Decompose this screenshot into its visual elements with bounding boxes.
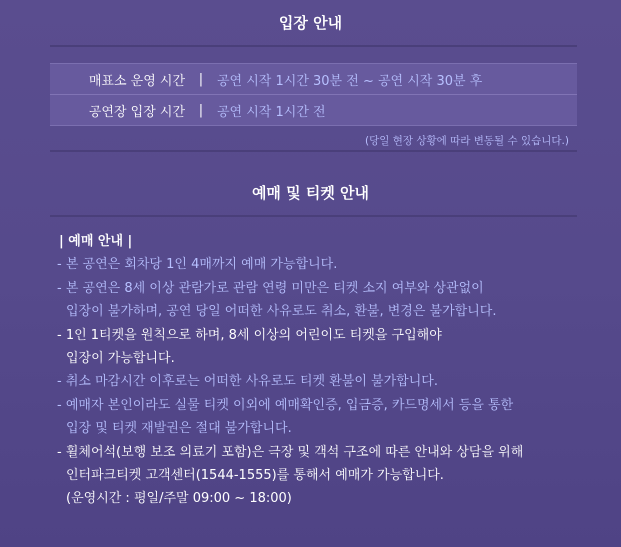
booking-notice-heading: | 예매 안내 | xyxy=(59,234,133,249)
notice-item xyxy=(57,394,587,441)
notice-item xyxy=(57,277,587,324)
notice-line: - 본 공연은 회차당 1인 4매까지 예매 가능합니다. xyxy=(57,257,338,273)
row-value: 공연 시작 1시간 전 xyxy=(217,104,326,120)
entry-time-table xyxy=(50,63,577,126)
ticket-info-title: 예매 및 티켓 안내 xyxy=(251,184,370,202)
venue-entry-time-row xyxy=(50,94,577,125)
notice-item xyxy=(57,370,587,393)
divider xyxy=(50,150,577,152)
notice-line: - 예매자 본인이라도 실물 티켓 이외에 예매확인증, 입금증, 카드명세서 등을 통한 xyxy=(57,397,514,413)
notice-line: (운영시간 : 평일/주말 09:00 ~ 18:00) xyxy=(66,491,292,507)
notice-line: - 1인 1티켓을 원칙으로 하며, 8세 이상의 어린이도 티켓을 구입해야 xyxy=(57,327,442,343)
row-separator: | xyxy=(198,102,204,118)
notice-line: - 본 공연은 8세 이상 관람가로 관람 연령 미만은 티켓 소지 여부와 상관없이 xyxy=(57,280,484,296)
booking-notice xyxy=(57,230,587,511)
notice-item xyxy=(57,441,587,511)
notice-line: - 취소 마감시간 이후로는 어떠한 사유로도 티켓 환불이 불가합니다. xyxy=(57,374,438,390)
notice-line: 입장이 불가하며, 공연 당일 어떠한 사유로도 취소, 환불, 변경은 불가합니다. xyxy=(66,304,497,320)
entry-info-title: 입장 안내 xyxy=(278,14,343,32)
notice-line: 인터파크티켓 고객센터(1544-1555)를 통해서 예매가 가능합니다. xyxy=(66,468,444,484)
notice-line: 입장 및 티켓 재발권은 절대 불가합니다. xyxy=(66,421,292,437)
row-value: 공연 시작 1시간 30분 전 ~ 공연 시작 30분 후 xyxy=(217,73,483,89)
divider xyxy=(50,45,577,47)
divider xyxy=(50,215,577,217)
notice-item xyxy=(57,253,587,276)
notice-line: - 휠체어석(보행 보조 의료기 포함)은 극장 및 객석 구조에 따른 안내와 상담을 위해 xyxy=(57,444,524,460)
row-label: 공연장 입장 시간 xyxy=(88,104,185,120)
schedule-change-note: (당일 현장 상황에 따라 변동될 수 있습니다.) xyxy=(365,135,569,147)
notice-line: 입장이 가능합니다. xyxy=(66,351,175,367)
ticket-office-hours-row xyxy=(50,64,577,94)
notice-item xyxy=(57,324,587,371)
row-label: 매표소 운영 시간 xyxy=(88,73,185,89)
row-separator: | xyxy=(198,71,204,87)
